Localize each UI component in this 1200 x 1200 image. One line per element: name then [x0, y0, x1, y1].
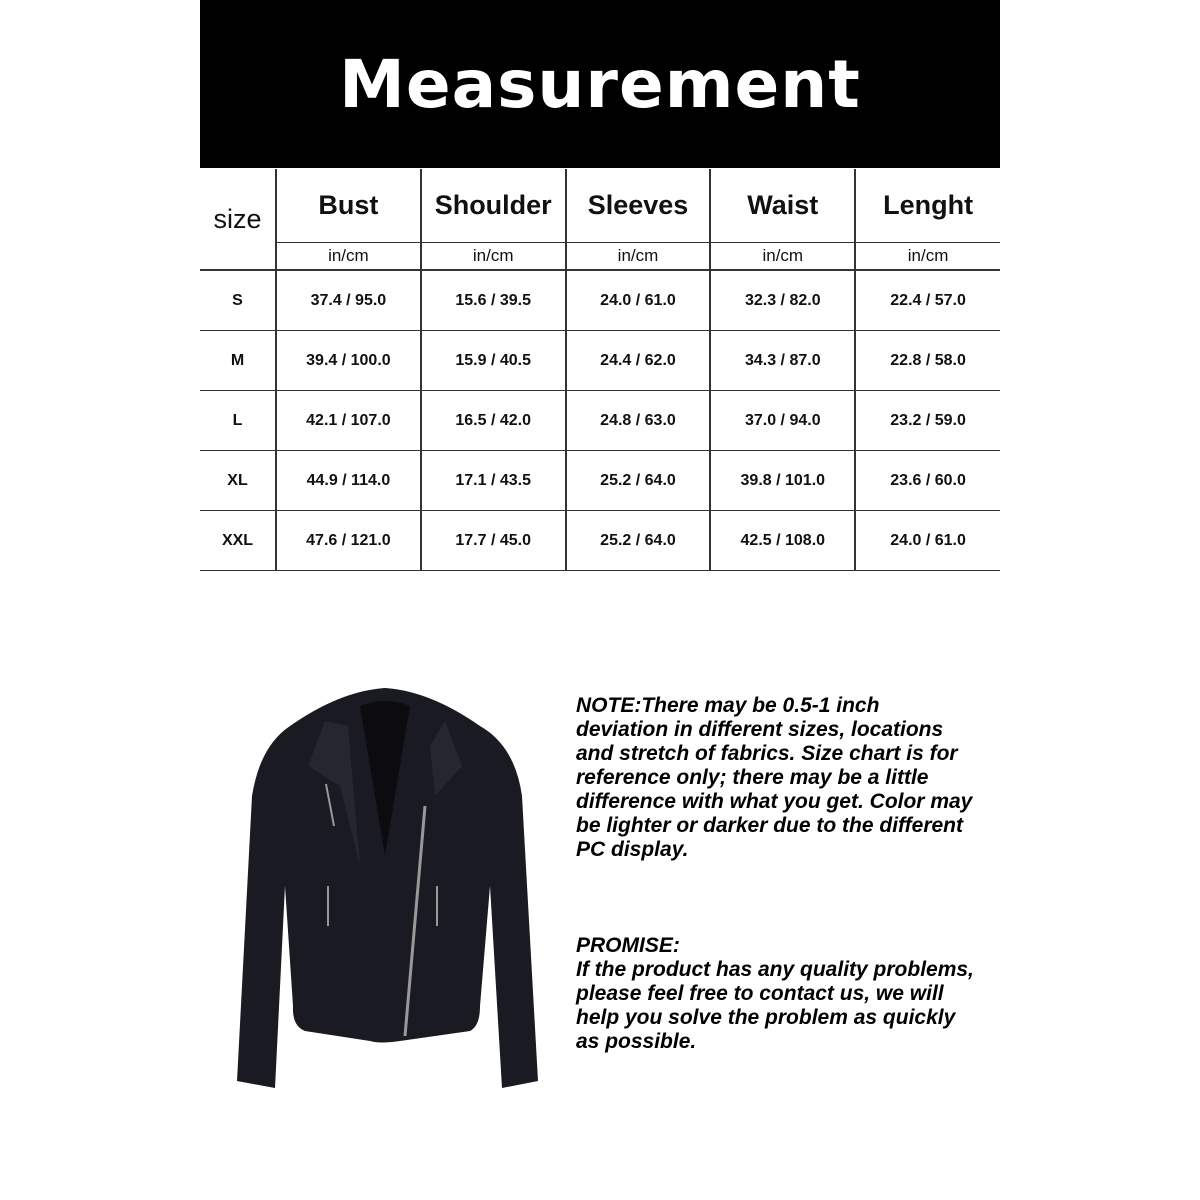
unit-label: in/cm [855, 243, 1000, 271]
measurement-cell: 42.1 / 107.0 [276, 391, 421, 451]
size-header: size [200, 169, 276, 270]
size-cell: XL [200, 451, 276, 511]
table-row [200, 331, 1000, 391]
measurement-cell: 37.4 / 95.0 [276, 270, 421, 331]
measurement-cell: 32.3 / 82.0 [710, 270, 855, 331]
size-cell: L [200, 391, 276, 451]
column-header: Shoulder [421, 169, 566, 243]
measurement-cell: 22.4 / 57.0 [855, 270, 1000, 331]
promise-text: If the product has any quality problems, please feel free to contact us, we will help you solve the problem as quickly as possible. [576, 958, 974, 1053]
measurement-cell: 25.2 / 64.0 [566, 451, 711, 511]
size-cell: S [200, 270, 276, 331]
unit-label: in/cm [710, 243, 855, 271]
measurement-cell: 17.1 / 43.5 [421, 451, 566, 511]
column-header: Waist [710, 169, 855, 243]
table-row [200, 391, 1000, 451]
size-cell: XXL [200, 511, 276, 571]
measurement-cell: 24.8 / 63.0 [566, 391, 711, 451]
measurement-cell: 37.0 / 94.0 [710, 391, 855, 451]
unit-label: in/cm [421, 243, 566, 271]
table-row [200, 270, 1000, 331]
measurement-cell: 24.0 / 61.0 [566, 270, 711, 331]
measurement-cell: 15.6 / 39.5 [421, 270, 566, 331]
size-cell: M [200, 331, 276, 391]
measurement-cell: 24.4 / 62.0 [566, 331, 711, 391]
measurement-cell: 23.2 / 59.0 [855, 391, 1000, 451]
column-header: Sleeves [566, 169, 711, 243]
measurement-cell: 34.3 / 87.0 [710, 331, 855, 391]
table-row [200, 511, 1000, 571]
measurement-cell: 42.5 / 108.0 [710, 511, 855, 571]
measurement-cell: 39.4 / 100.0 [276, 331, 421, 391]
column-header: Lenght [855, 169, 1000, 243]
unit-label: in/cm [276, 243, 421, 271]
column-header: Bust [276, 169, 421, 243]
unit-label: in/cm [566, 243, 711, 271]
measurement-cell: 22.8 / 58.0 [855, 331, 1000, 391]
table-row [200, 451, 1000, 511]
note-text: NOTE:There may be 0.5-1 inch deviation in different sizes, locations and stretch of fabrics. Size chart is for reference only; there may be a little difference with what you get. Color may be lighter or darker due to the different PC display. [576, 694, 973, 861]
measurement-cell: 15.9 / 40.5 [421, 331, 566, 391]
jacket-image [230, 686, 545, 1096]
measurement-cell: 47.6 / 121.0 [276, 511, 421, 571]
promise-title: PROMISE: [576, 934, 680, 957]
notes-section [576, 694, 976, 1054]
measurement-cell: 44.9 / 114.0 [276, 451, 421, 511]
page-title: Measurement [339, 45, 861, 123]
title-banner [200, 0, 1000, 168]
measurement-cell: 24.0 / 61.0 [855, 511, 1000, 571]
measurement-cell: 23.6 / 60.0 [855, 451, 1000, 511]
size-chart-table [200, 169, 1000, 571]
measurement-cell: 16.5 / 42.0 [421, 391, 566, 451]
measurement-cell: 39.8 / 101.0 [710, 451, 855, 511]
measurement-cell: 17.7 / 45.0 [421, 511, 566, 571]
measurement-cell: 25.2 / 64.0 [566, 511, 711, 571]
